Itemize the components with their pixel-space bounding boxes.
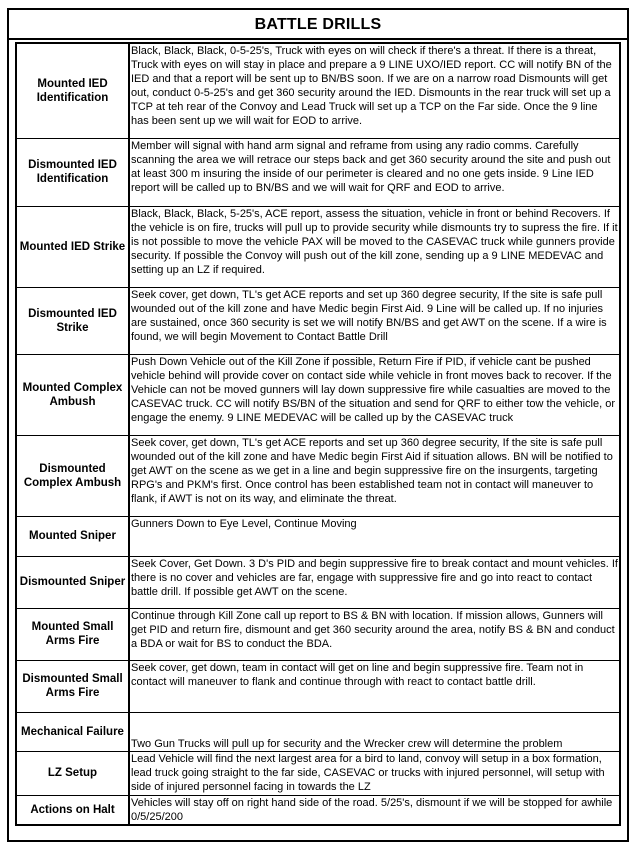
- drill-row: [16, 608, 620, 660]
- drill-description: Seek cover, get down, TL's get ACE reports and set up 360 degree security, If the site is safe pull wounded out of the kill zone and have Medic begin First Aid if situation allows. BN will be notified to get AWT on the scene as we get in a line and begin suppressive fire on the insurgents, targeting RPG's and PKM's first. Once control has been established team not in contact will maneuver to flank, if AWT is not on its way, and eliminate the threat.: [129, 435, 620, 516]
- drill-name: Dismounted Small Arms Fire: [16, 660, 129, 712]
- drill-description: Seek cover, get down, team in contact will get on line and begin suppressive fire. Team not in contact will maneuver to flank and continue through with react to contact battle drill.: [129, 660, 620, 712]
- drill-name: Actions on Halt: [16, 795, 129, 825]
- drill-name: Dismounted Sniper: [16, 556, 129, 608]
- drill-row: [16, 287, 620, 354]
- drill-name: Dismounted Complex Ambush: [16, 435, 129, 516]
- drill-name: Dismounted IED Strike: [16, 287, 129, 354]
- drill-description: Gunners Down to Eye Level, Continue Moving: [129, 516, 620, 556]
- drill-name: Mounted IED Identification: [16, 43, 129, 138]
- drill-description: Vehicles will stay off on right hand side of the road. 5/25's, dismount if we will be stopped for awhile 0/5/25/200: [129, 795, 620, 825]
- drill-name: Mechanical Failure: [16, 712, 129, 751]
- drill-row: [16, 206, 620, 287]
- drill-name: Mounted Complex Ambush: [16, 354, 129, 435]
- drill-name: Dismounted IED Identification: [16, 138, 129, 206]
- drill-description: Two Gun Trucks will pull up for security and the Wrecker crew will determine the problem: [129, 712, 620, 751]
- drill-row: [16, 751, 620, 795]
- drill-name: Mounted IED Strike: [16, 206, 129, 287]
- drill-description: Seek Cover, Get Down. 3 D's PID and begin suppressive fire to break contact and mount vehicles. If there is no cover and vehicles are far, engage with suppressive fire and go into react to contact battle drill. If possible get AWT on the scene.: [129, 556, 620, 608]
- drill-row: [16, 712, 620, 751]
- drill-description: Lead Vehicle will find the next largest area for a bird to land, convoy will setup in a box formation, lead truck going straight to the far side, CASEVAC or trucks with injured personnel, will setup with side of injured personnel facing in towards the LZ: [129, 751, 620, 795]
- page-title: BATTLE DRILLS: [9, 10, 627, 40]
- drill-row: [16, 43, 620, 138]
- drill-description: Seek cover, get down, TL's get ACE reports and set up 360 degree security, If the site is safe pull wounded out of the kill zone and have Medic begin First Aid. 9 Line will be called up. If no injuries are sustained, once 360 security is set we will notify BN/BS and get AWT on the scene. If a wire is found, we will begin Movement to Contact Battle Drill: [129, 287, 620, 354]
- drill-name: Mounted Sniper: [16, 516, 129, 556]
- drill-row: [16, 795, 620, 825]
- drill-description: Black, Black, Black, 5-25's, ACE report, assess the situation, vehicle in front or behind Recovers. If the vehicle is on fire, trucks will pull up to provide security while dismounts try to supress the fire. If it is not possible to move the vehicle PAX will be moved to the CASEVAC truck while gunners provide security. If possible the Convoy will push out of the kill zone, sending up a 9 LINE MEDEVAC and setting up an LZ if required.: [129, 206, 620, 287]
- drill-row: [16, 138, 620, 206]
- drill-name: LZ Setup: [16, 751, 129, 795]
- drill-description: Continue through Kill Zone call up report to BS & BN with location. If mission allows, Gunners will get PID and return fire, dismount and get 360 security around the area, notify BS & BN and conduct a BDA or wait for BS to conduct the BDA.: [129, 608, 620, 660]
- battle-drills-page: [7, 8, 629, 842]
- drill-description: Member will signal with hand arm signal and reframe from using any radio comms. Carefully scanning the area we will retrace our steps back and get 360 security around the site and push out at least 300 m insuring the inside of our perimeter is cleared and no one gets inside. 9 Line IED report will be called up to BN/BS and we will wait for QRF and EOD to arrive.: [129, 138, 620, 206]
- drill-row: [16, 556, 620, 608]
- drill-row: [16, 435, 620, 516]
- drill-row: [16, 660, 620, 712]
- drill-name: Mounted Small Arms Fire: [16, 608, 129, 660]
- drill-row: [16, 354, 620, 435]
- drill-description: Black, Black, Black, 0-5-25's, Truck with eyes on will check if there's a threat. If there is a threat, Truck with eyes on will stay in place and prepare a 9 LINE UXO/IED report. CC will notify BN of the IED and that a report will be sent up to BN/BS soon. If we are on a narrow road Dismounts will get out, conduct 0-5-25's and get 360 security around the IED. Dismounts in the rear truck will set up a TCP at teh rear of the Convoy and Lead Truck will set up a TCP on the Far side. Once the 9 line has been sent up we will wait for EOD to arrive.: [129, 43, 620, 138]
- battle-drills-table: [15, 42, 621, 826]
- drill-row: [16, 516, 620, 556]
- drill-description: Push Down Vehicle out of the Kill Zone if possible, Return Fire if PID, if vehicle cant be pushed vehicle behind will provide cover on contact side while vehicle in front moves back to recover. If the Vehicle can not be moved gunners will lay down suppressive fire while casualties are moved to the CASEVAC truck. CC will notify BS/BN of the situation and send for QRF to either tow the vehicle, or engage the enemy. 9 LINE MEDEVAC will be called up by the CASEVAC truck: [129, 354, 620, 435]
